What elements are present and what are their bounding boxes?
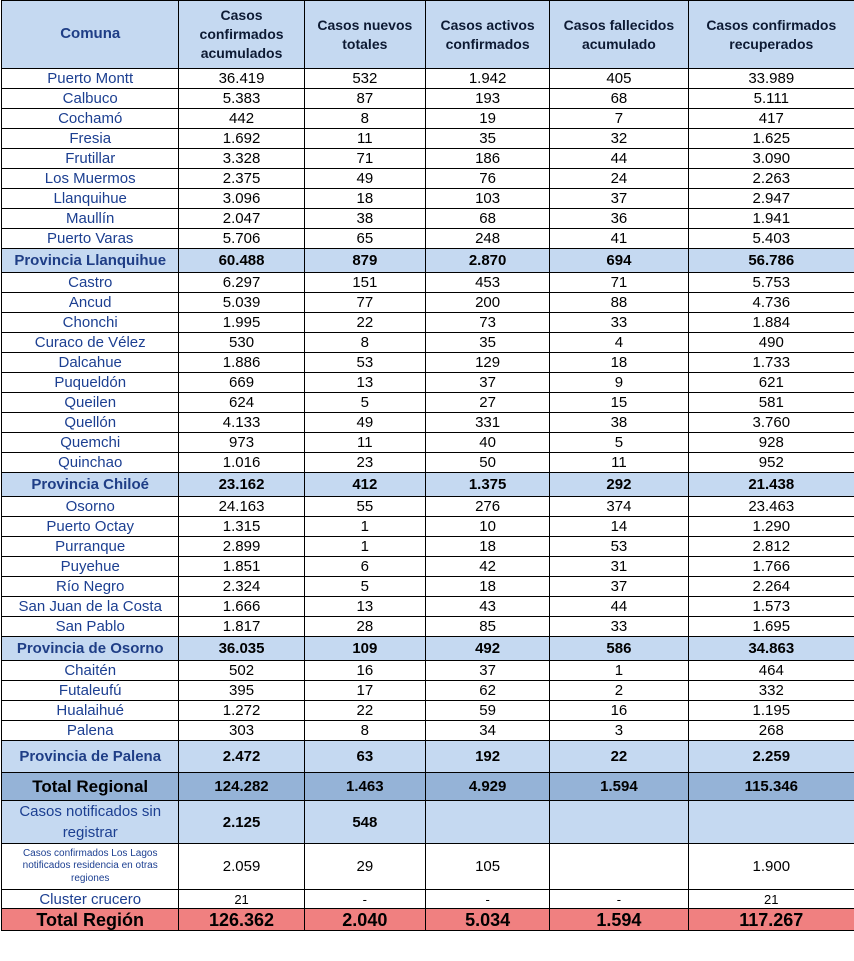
cell-recuperados: 21 [688,890,854,909]
comuna-name: Casos confirmados Los Lagos notificados residencia en otras regiones [2,844,179,890]
cell-nuevos: 71 [304,149,425,169]
cell-fallecidos: 31 [550,557,688,577]
cell-nuevos: 5 [304,393,425,413]
cell-acumulados: 1.817 [179,617,304,637]
cell-acumulados: 3.328 [179,149,304,169]
cell-recuperados: 1.290 [688,517,854,537]
cell-fallecidos: 2 [550,681,688,701]
comuna-name: San Juan de la Costa [2,597,179,617]
cell-acumulados: 2.324 [179,577,304,597]
cell-fallecidos: 38 [550,413,688,433]
cell-activos: 276 [425,497,549,517]
table-row [2,681,854,701]
cell-recuperados: 21.438 [688,473,854,497]
comuna-name: Total Región [2,909,179,931]
cell-acumulados: 1.851 [179,557,304,577]
cell-activos: 192 [425,741,549,773]
comuna-name: Curaco de Vélez [2,333,179,353]
cell-recuperados: 2.259 [688,741,854,773]
cell-acumulados: 2.059 [179,844,304,890]
cell-acumulados: 5.039 [179,293,304,313]
cell-activos: 453 [425,273,549,293]
cell-nuevos: 1 [304,537,425,557]
cell-nuevos: 6 [304,557,425,577]
cell-activos: - [425,890,549,909]
cell-activos [425,801,549,844]
comuna-name: Ancud [2,293,179,313]
table-row [2,661,854,681]
comuna-name: Total Regional [2,773,179,801]
cell-recuperados: 3.760 [688,413,854,433]
cell-acumulados: 395 [179,681,304,701]
cell-recuperados: 1.766 [688,557,854,577]
cell-nuevos: 22 [304,701,425,721]
cell-nuevos: 53 [304,353,425,373]
comuna-name: Provincia de Osorno [2,637,179,661]
cell-fallecidos: 32 [550,129,688,149]
table-row [2,109,854,129]
cell-nuevos: 28 [304,617,425,637]
otras-regiones-row [2,844,854,890]
cell-recuperados: 5.753 [688,273,854,293]
header-row [2,1,854,69]
cell-fallecidos: 37 [550,577,688,597]
cell-fallecidos: 41 [550,229,688,249]
cell-activos: 331 [425,413,549,433]
cell-fallecidos: 1.594 [550,909,688,931]
header-recuperados: Casos confirmados recuperados [688,1,854,69]
cell-nuevos: 13 [304,373,425,393]
cell-nuevos: 2.040 [304,909,425,931]
cell-fallecidos: 1.594 [550,773,688,801]
cell-fallecidos: 374 [550,497,688,517]
cell-nuevos: 11 [304,129,425,149]
cell-recuperados: 928 [688,433,854,453]
cell-activos: 1.375 [425,473,549,497]
cell-fallecidos: 4 [550,333,688,353]
comuna-name: Provincia Chiloé [2,473,179,497]
sin-registrar-row [2,801,854,844]
table-row [2,189,854,209]
cell-activos: 42 [425,557,549,577]
table-row [2,293,854,313]
cell-nuevos: 13 [304,597,425,617]
cell-recuperados: 417 [688,109,854,129]
cell-recuperados: 332 [688,681,854,701]
cell-acumulados: 23.162 [179,473,304,497]
cell-activos: 50 [425,453,549,473]
cell-activos: 2.870 [425,249,549,273]
cell-fallecidos: 88 [550,293,688,313]
cell-fallecidos: 18 [550,353,688,373]
cell-activos: 186 [425,149,549,169]
table-row [2,517,854,537]
cell-recuperados: 952 [688,453,854,473]
cell-activos: 129 [425,353,549,373]
cell-recuperados: 56.786 [688,249,854,273]
comuna-name: San Pablo [2,617,179,637]
cell-recuperados: 2.264 [688,577,854,597]
comuna-name: Quellón [2,413,179,433]
cell-acumulados: 303 [179,721,304,741]
cell-recuperados: 1.695 [688,617,854,637]
comuna-name: Frutillar [2,149,179,169]
cell-recuperados: 2.812 [688,537,854,557]
cell-acumulados: 126.362 [179,909,304,931]
cell-nuevos: 55 [304,497,425,517]
cell-activos: 27 [425,393,549,413]
cell-recuperados: 4.736 [688,293,854,313]
cell-acumulados: 1.666 [179,597,304,617]
cell-recuperados: 115.346 [688,773,854,801]
cell-nuevos: 1.463 [304,773,425,801]
cell-nuevos: 548 [304,801,425,844]
cell-acumulados: 530 [179,333,304,353]
cell-fallecidos: 405 [550,69,688,89]
cell-recuperados: 5.403 [688,229,854,249]
cell-recuperados: 490 [688,333,854,353]
cell-activos: 10 [425,517,549,537]
cell-fallecidos: 586 [550,637,688,661]
table-row [2,721,854,741]
cell-fallecidos: 44 [550,597,688,617]
cell-recuperados: 2.947 [688,189,854,209]
cell-fallecidos: 24 [550,169,688,189]
comuna-name: Puqueldón [2,373,179,393]
comuna-name: Chonchi [2,313,179,333]
cell-activos: 35 [425,129,549,149]
cell-fallecidos: 71 [550,273,688,293]
cell-activos: 85 [425,617,549,637]
comuna-name: Provincia de Palena [2,741,179,773]
cell-activos: 248 [425,229,549,249]
comuna-name: Llanquihue [2,189,179,209]
cell-recuperados: 464 [688,661,854,681]
cell-fallecidos: 5 [550,433,688,453]
cell-nuevos: 38 [304,209,425,229]
comuna-name: Los Muermos [2,169,179,189]
table-row [2,393,854,413]
table-row [2,433,854,453]
table-row [2,333,854,353]
cell-nuevos: 532 [304,69,425,89]
cell-recuperados: 1.195 [688,701,854,721]
cell-nuevos: 151 [304,273,425,293]
cell-fallecidos: 694 [550,249,688,273]
cell-nuevos: 65 [304,229,425,249]
header-comuna: Comuna [2,1,179,69]
cell-fallecidos: 1 [550,661,688,681]
cell-activos: 5.034 [425,909,549,931]
cell-activos: 193 [425,89,549,109]
cell-fallecidos: 44 [550,149,688,169]
comuna-name: Fresia [2,129,179,149]
table-row [2,169,854,189]
cell-activos: 34 [425,721,549,741]
cell-fallecidos: 53 [550,537,688,557]
cell-activos: 68 [425,209,549,229]
cell-activos: 103 [425,189,549,209]
cell-fallecidos: 7 [550,109,688,129]
cell-nuevos: 49 [304,413,425,433]
cell-activos: 43 [425,597,549,617]
comuna-name: Osorno [2,497,179,517]
cell-acumulados: 973 [179,433,304,453]
cell-fallecidos: 9 [550,373,688,393]
comuna-name: Hualaihué [2,701,179,721]
comuna-name: Purranque [2,537,179,557]
cell-recuperados: 34.863 [688,637,854,661]
cell-fallecidos: 33 [550,313,688,333]
comuna-name: Maullín [2,209,179,229]
table-row [2,453,854,473]
cell-fallecidos: 33 [550,617,688,637]
header-fallecidos: Casos fallecidos acumulado [550,1,688,69]
cell-recuperados: 23.463 [688,497,854,517]
cell-fallecidos: 36 [550,209,688,229]
table-row [2,313,854,333]
cell-acumulados: 1.272 [179,701,304,721]
cell-fallecidos: 11 [550,453,688,473]
cell-recuperados [688,801,854,844]
cell-recuperados: 268 [688,721,854,741]
cell-nuevos: 412 [304,473,425,497]
cell-activos: 19 [425,109,549,129]
cell-acumulados: 24.163 [179,497,304,517]
cell-nuevos: 29 [304,844,425,890]
table-row [2,149,854,169]
cell-fallecidos: 22 [550,741,688,773]
cell-fallecidos: 292 [550,473,688,497]
cell-activos: 1.942 [425,69,549,89]
cell-recuperados: 1.941 [688,209,854,229]
table-row [2,537,854,557]
cell-nuevos: 49 [304,169,425,189]
cell-activos: 37 [425,661,549,681]
cell-acumulados: 1.315 [179,517,304,537]
cell-acumulados: 36.419 [179,69,304,89]
comuna-name: Cochamó [2,109,179,129]
cell-acumulados: 21 [179,890,304,909]
cell-acumulados: 3.096 [179,189,304,209]
cell-nuevos: 18 [304,189,425,209]
comuna-name: Calbuco [2,89,179,109]
cell-recuperados: 33.989 [688,69,854,89]
province-row [2,741,854,773]
province-row [2,637,854,661]
cell-acumulados: 2.472 [179,741,304,773]
cell-nuevos: 109 [304,637,425,661]
cell-acumulados: 1.995 [179,313,304,333]
cell-nuevos: 63 [304,741,425,773]
cell-recuperados: 581 [688,393,854,413]
cell-nuevos: 11 [304,433,425,453]
comuna-name: Castro [2,273,179,293]
table-row [2,69,854,89]
cell-fallecidos: 14 [550,517,688,537]
cell-activos: 18 [425,537,549,557]
cell-acumulados: 5.706 [179,229,304,249]
cell-nuevos: 1 [304,517,425,537]
comuna-name: Río Negro [2,577,179,597]
cell-acumulados: 2.125 [179,801,304,844]
comuna-name: Cluster crucero [2,890,179,909]
comuna-name: Quemchi [2,433,179,453]
table-row [2,497,854,517]
cell-activos: 73 [425,313,549,333]
comuna-name: Casos notificados sin registrar [2,801,179,844]
comuna-name: Puerto Varas [2,229,179,249]
cell-recuperados: 2.263 [688,169,854,189]
cell-nuevos: 879 [304,249,425,273]
comuna-name: Puyehue [2,557,179,577]
cell-acumulados: 60.488 [179,249,304,273]
header-acumulados: Casos confirmados acumulados [179,1,304,69]
cell-fallecidos: - [550,890,688,909]
cell-acumulados: 5.383 [179,89,304,109]
cell-fallecidos: 68 [550,89,688,109]
cell-nuevos: 22 [304,313,425,333]
cell-recuperados: 1.733 [688,353,854,373]
cell-fallecidos [550,801,688,844]
cell-activos: 37 [425,373,549,393]
province-row [2,473,854,497]
cell-activos: 4.929 [425,773,549,801]
cell-activos: 200 [425,293,549,313]
total-region-row [2,909,854,931]
cell-acumulados: 6.297 [179,273,304,293]
cell-nuevos: 8 [304,333,425,353]
table-row [2,597,854,617]
cell-acumulados: 124.282 [179,773,304,801]
cell-acumulados: 2.375 [179,169,304,189]
comuna-name: Quinchao [2,453,179,473]
cell-nuevos: 87 [304,89,425,109]
cell-recuperados: 1.625 [688,129,854,149]
cell-fallecidos: 16 [550,701,688,721]
cell-activos: 18 [425,577,549,597]
cell-activos: 62 [425,681,549,701]
cell-activos: 35 [425,333,549,353]
comuna-name: Provincia Llanquihue [2,249,179,273]
table-row [2,557,854,577]
table-row [2,617,854,637]
comuna-name: Puerto Montt [2,69,179,89]
table-row [2,229,854,249]
comuna-name: Queilen [2,393,179,413]
table-row [2,353,854,373]
cell-fallecidos: 3 [550,721,688,741]
cell-recuperados: 1.884 [688,313,854,333]
cell-recuperados: 117.267 [688,909,854,931]
cell-acumulados: 2.899 [179,537,304,557]
cell-activos: 59 [425,701,549,721]
table-row [2,373,854,393]
cell-acumulados: 1.016 [179,453,304,473]
table-row [2,209,854,229]
comuna-name: Puerto Octay [2,517,179,537]
cell-acumulados: 2.047 [179,209,304,229]
cell-acumulados: 624 [179,393,304,413]
header-activos: Casos activos confirmados [425,1,549,69]
cluster-row [2,890,854,909]
cell-acumulados: 669 [179,373,304,393]
cell-acumulados: 4.133 [179,413,304,433]
comuna-name: Futaleufú [2,681,179,701]
cell-recuperados: 3.090 [688,149,854,169]
cell-activos: 492 [425,637,549,661]
cell-nuevos: 8 [304,109,425,129]
cell-fallecidos: 15 [550,393,688,413]
cell-recuperados: 621 [688,373,854,393]
cell-activos: 105 [425,844,549,890]
cell-activos: 40 [425,433,549,453]
table-row [2,577,854,597]
cell-acumulados: 36.035 [179,637,304,661]
comuna-name: Palena [2,721,179,741]
table-row [2,89,854,109]
cell-acumulados: 1.692 [179,129,304,149]
cell-nuevos: 17 [304,681,425,701]
table-row [2,701,854,721]
cell-recuperados: 5.111 [688,89,854,109]
cell-recuperados: 1.900 [688,844,854,890]
cell-fallecidos [550,844,688,890]
cell-activos: 76 [425,169,549,189]
cell-acumulados: 502 [179,661,304,681]
cell-nuevos: 23 [304,453,425,473]
cell-nuevos: 77 [304,293,425,313]
cell-nuevos: 5 [304,577,425,597]
cell-fallecidos: 37 [550,189,688,209]
table-row [2,413,854,433]
covid-cases-table [1,0,854,931]
province-row [2,249,854,273]
cell-nuevos: 16 [304,661,425,681]
total-regional-row [2,773,854,801]
table-row [2,129,854,149]
cell-acumulados: 442 [179,109,304,129]
header-nuevos: Casos nuevos totales [304,1,425,69]
cell-nuevos: 8 [304,721,425,741]
cell-recuperados: 1.573 [688,597,854,617]
comuna-name: Chaitén [2,661,179,681]
comuna-name: Dalcahue [2,353,179,373]
table-row [2,273,854,293]
cell-acumulados: 1.886 [179,353,304,373]
cell-nuevos: - [304,890,425,909]
